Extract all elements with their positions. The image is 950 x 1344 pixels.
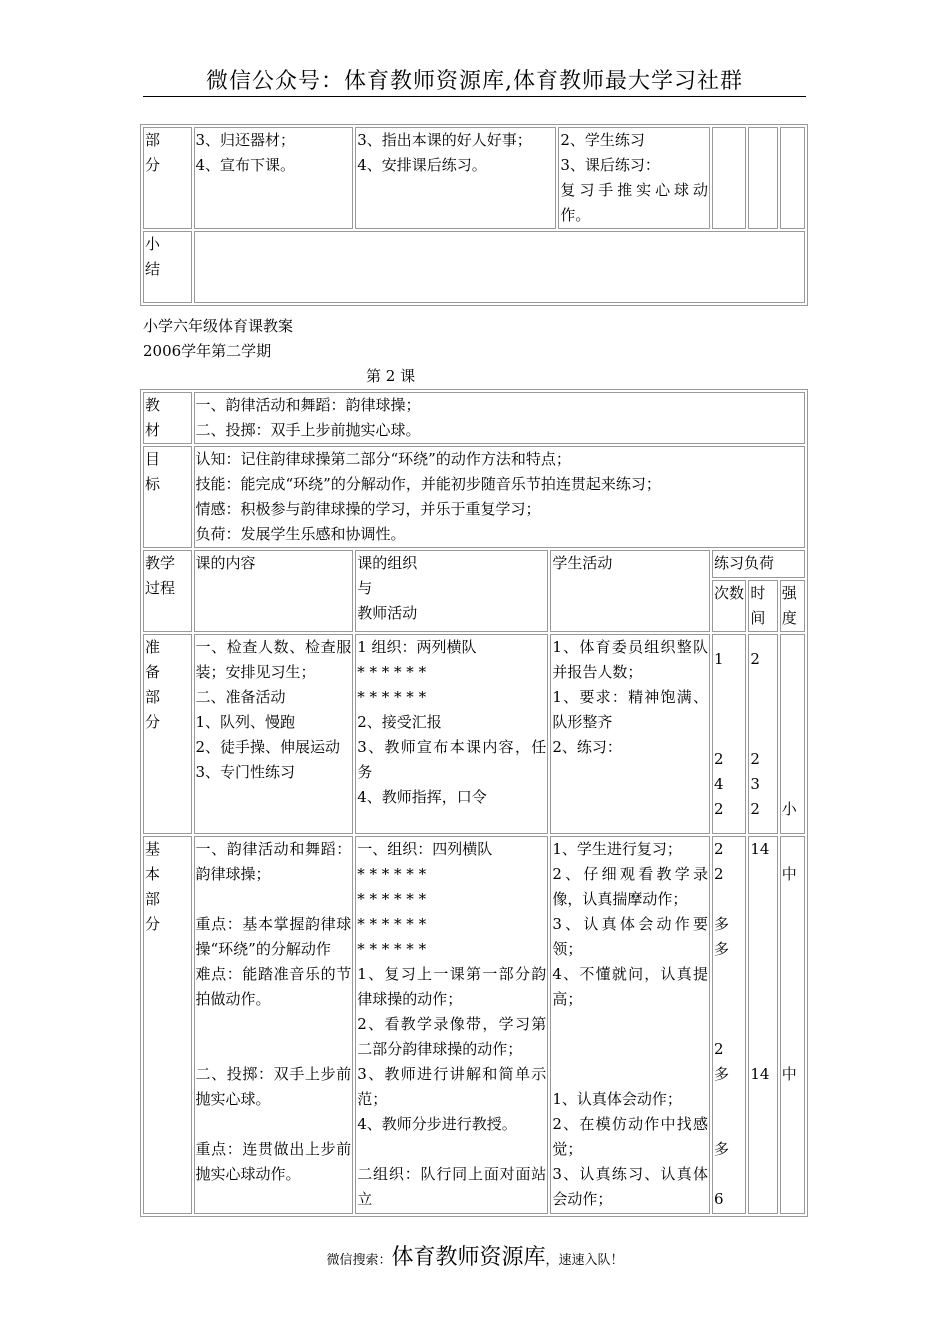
student-line: 1、体育委员组织整队并报告人数； bbox=[552, 638, 709, 681]
content-line: 1、队列、慢跑 bbox=[195, 713, 296, 731]
organization-line: 4、教师分步进行教授。 bbox=[357, 1115, 517, 1133]
content-spacer bbox=[196, 887, 352, 912]
footer-prefix: 微信搜索： bbox=[326, 1253, 392, 1268]
student-header: 学生活动 bbox=[550, 550, 710, 632]
content-spacer bbox=[196, 1037, 352, 1062]
student-spacer bbox=[552, 1037, 708, 1062]
summary-label: 小 结 bbox=[143, 231, 192, 303]
organization-line: 3、指出本课的好人好事； bbox=[357, 131, 532, 149]
organization-line: 二组织：队行同上面对面站立 bbox=[357, 1165, 547, 1208]
organization-line: * * * * * * bbox=[357, 688, 427, 706]
content-line: 一、检查人数、检查服装；安排见习生； bbox=[195, 638, 352, 681]
intensity-header: 强 度 bbox=[780, 580, 805, 632]
student-line: 2、在模仿动作中找感觉； bbox=[552, 1115, 709, 1158]
content-line: 3、专门性练习 bbox=[195, 763, 296, 781]
summary-content-cell bbox=[194, 231, 805, 303]
material-line: 二、投掷：双手上步前抛实心球。 bbox=[195, 421, 421, 439]
end-section-label: 部 分 bbox=[143, 127, 192, 229]
basic-section-label: 基 本 部 分 bbox=[143, 836, 192, 1214]
content-line: 难点：能踏准音乐的节拍做动作。 bbox=[195, 965, 352, 1008]
student-line: 3、课后练习： bbox=[560, 156, 660, 174]
content-line: 3、归还器材； bbox=[195, 131, 296, 149]
organization-line: * * * * * * bbox=[357, 663, 427, 681]
material-label: 教 材 bbox=[143, 392, 192, 444]
organization-line: * * * * * * bbox=[357, 915, 427, 933]
student-spacer bbox=[552, 1062, 708, 1087]
lesson-number: 第 2 课 bbox=[366, 367, 416, 385]
basic-student-cell bbox=[550, 836, 710, 1214]
doc-semester: 2006学年第二学期 bbox=[143, 342, 272, 360]
goal-line: 技能：能完成“环绕”的分解动作，并能初步随音乐节拍连贯起来练习； bbox=[195, 475, 661, 493]
material-line: 一、韵律活动和舞蹈：韵律球操； bbox=[195, 396, 421, 414]
organization-line: 2、接受汇报 bbox=[357, 713, 442, 731]
load-header: 练习负荷 bbox=[712, 550, 805, 578]
goal-line: 认知：记住韵律球操第二部分“环绕”的动作方法和特点； bbox=[195, 450, 571, 468]
student-line: 复习手推实心球动作。 bbox=[560, 181, 709, 224]
footer-name: 体育教师资源库 bbox=[391, 1245, 546, 1270]
prep-student-cell bbox=[550, 634, 710, 834]
organization-line: 4、安排课后练习。 bbox=[357, 156, 487, 174]
content-line: 2、徒手操、伸展运动 bbox=[195, 738, 341, 756]
content-line: 一、韵律活动和舞蹈：韵律球操； bbox=[195, 840, 352, 883]
prep-organization-cell bbox=[355, 634, 548, 834]
organization-spacer bbox=[357, 1137, 546, 1162]
time-header: 时 间 bbox=[748, 580, 777, 632]
process-header: 教学 过程 bbox=[143, 550, 192, 632]
content-spacer bbox=[196, 1012, 352, 1037]
end-student-cell bbox=[558, 127, 710, 229]
goal-line: 负荷：发展学生乐感和协调性。 bbox=[195, 525, 406, 543]
goal-line: 情感：积极参与韵律球操的学习，并乐于重复学习； bbox=[195, 500, 541, 518]
basic-count-cell: 2 2 多 多 2 多 多 6 bbox=[712, 836, 746, 1214]
student-line: 3、认真练习、认真体会动作； bbox=[552, 1165, 709, 1208]
student-line: 1、要求：精神饱满、队形整齐 bbox=[552, 688, 709, 731]
organization-line: 2、看教学录像带，学习第二部分韵律球操的动作； bbox=[357, 1015, 547, 1058]
prep-intensity-cell: 小 bbox=[780, 634, 805, 834]
organization-line: * * * * * * bbox=[357, 865, 427, 883]
student-line: 2、练习： bbox=[552, 738, 622, 756]
student-line: 4、不懂就问，认真提高； bbox=[552, 965, 709, 1008]
content-line: 二、准备活动 bbox=[195, 688, 286, 706]
end-count-cell bbox=[712, 127, 746, 229]
organization-line: 3、教师进行讲解和简单示范； bbox=[357, 1065, 547, 1108]
end-time-cell bbox=[748, 127, 777, 229]
header-divider bbox=[143, 96, 806, 97]
organization-line: * * * * * * bbox=[357, 940, 427, 958]
student-line: 3、认真体会动作要领； bbox=[552, 915, 709, 958]
goal-content bbox=[194, 446, 805, 548]
organization-line: 3、教师宣布本课内容，任务 bbox=[357, 738, 547, 781]
page-header-title: 微信公众号：体育教师资源库,体育教师最大学习社群 bbox=[206, 69, 743, 94]
content-line: 4、宣布下课。 bbox=[195, 156, 296, 174]
student-line: 1、学生进行复习； bbox=[552, 840, 682, 858]
organization-line: 1、复习上一课第一部分韵律球操的动作； bbox=[357, 965, 547, 1008]
page-footer bbox=[0, 1240, 950, 1271]
content-line: 重点：基本掌握韵律球操“环绕”的分解动作 bbox=[195, 915, 352, 958]
organization-line: 1 组织：两列横队 bbox=[357, 638, 477, 656]
end-intensity-cell bbox=[780, 127, 805, 229]
goal-label: 目 标 bbox=[143, 446, 192, 548]
content-header: 课的内容 bbox=[194, 550, 354, 632]
end-content-cell bbox=[194, 127, 354, 229]
organization-line: * * * * * * bbox=[357, 890, 427, 908]
end-organization-cell bbox=[355, 127, 556, 229]
content-spacer bbox=[196, 1112, 352, 1137]
prep-count-cell: 1 2 4 2 bbox=[712, 634, 746, 834]
basic-organization-cell bbox=[355, 836, 548, 1214]
organization-line: 一、组织：四列横队 bbox=[357, 840, 493, 858]
prep-time-cell: 2 2 3 2 bbox=[748, 634, 777, 834]
prep-content-cell bbox=[194, 634, 354, 834]
student-line: 2、仔细观看教学录像，认真揣摩动作； bbox=[552, 865, 709, 908]
basic-time-cell: 14 14 bbox=[748, 836, 777, 1214]
student-line: 2、学生练习 bbox=[560, 131, 645, 149]
continuation-table bbox=[140, 124, 808, 306]
content-line: 重点：连贯做出上步前抛实心球动作。 bbox=[195, 1140, 352, 1183]
count-header: 次数 bbox=[712, 580, 746, 632]
prep-section-label: 准 备 部 分 bbox=[143, 634, 192, 834]
material-content bbox=[194, 392, 805, 444]
student-spacer bbox=[552, 1012, 708, 1037]
basic-intensity-cell: 中 中 bbox=[780, 836, 805, 1214]
student-line: 1、认真体会动作； bbox=[552, 1090, 682, 1108]
organization-header: 课的组织 与 教师活动 bbox=[355, 550, 548, 632]
content-line: 二、投掷：双手上步前抛实心球。 bbox=[195, 1065, 352, 1108]
doc-title: 小学六年级体育课教案 bbox=[143, 317, 294, 335]
footer-suffix: ，速速入队！ bbox=[545, 1253, 624, 1268]
lesson-plan-table bbox=[140, 389, 808, 1217]
basic-content-cell bbox=[194, 836, 354, 1214]
organization-line: 4、教师指挥，口令 bbox=[357, 788, 487, 806]
